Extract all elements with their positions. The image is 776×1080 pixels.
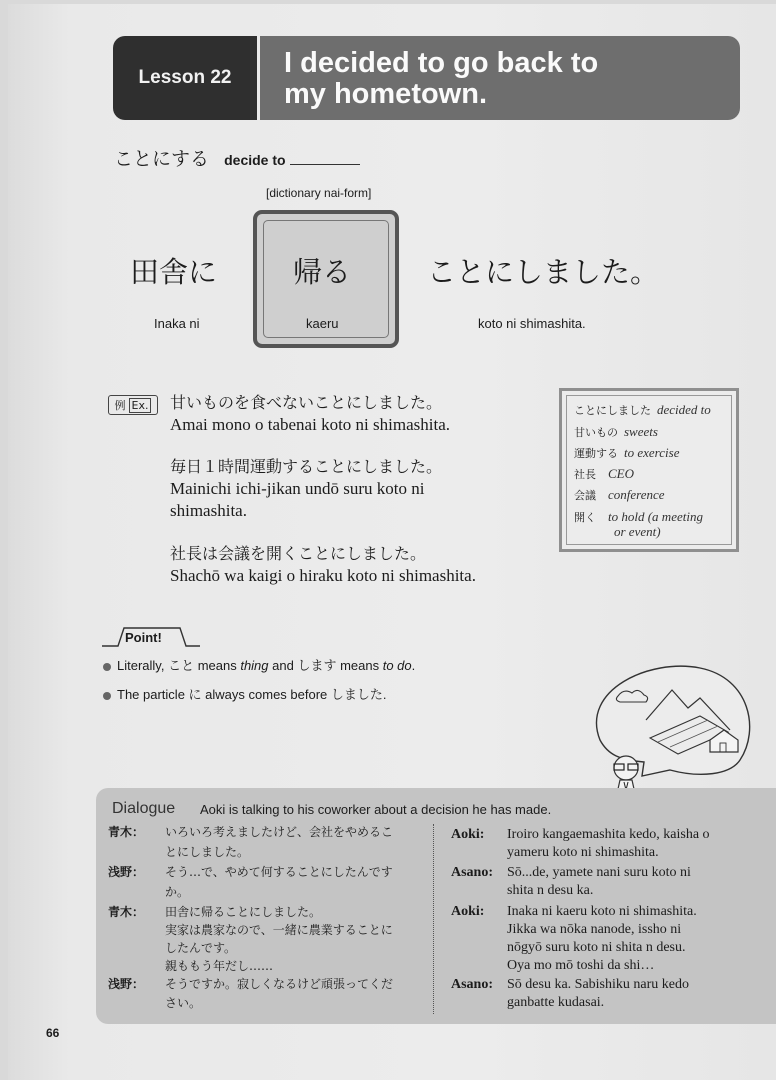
dialogue-en-line: Inaka ni kaeru koto ni shimashita. [507, 904, 697, 919]
answer-blank [290, 150, 360, 165]
dialogue-jp-speaker: 浅野： [108, 865, 145, 879]
dialogue-jp-line: さい。 [165, 996, 202, 1010]
dialogue-jp-line: か。 [165, 885, 190, 899]
page-number: 66 [46, 1026, 60, 1040]
dialogue-divider [433, 824, 434, 1014]
vocab-item: ことにしました decided to [574, 402, 711, 417]
point-bullet-1: Literally, こと means thing and します means to do. [103, 655, 415, 674]
vocab-item: 会議 conference [574, 487, 665, 502]
dialogue-jp-line: そう…で、やめて何することにしたんです [165, 865, 393, 879]
dialogue-jp-line: とにしました。 [165, 845, 250, 859]
dialogue-jp-speaker: 青木： [108, 825, 145, 839]
vocab-item: 開く to hold (a meeting [574, 509, 703, 524]
vocab-item-continued: or event) [614, 524, 661, 539]
example-2-romaji-line-2: shimashita. [170, 501, 247, 520]
example-2 [170, 456, 560, 522]
dialogue-jp-line: そうですか。寂しくなるけど頑張ってくだ [165, 977, 394, 991]
lesson-title-line-2: my hometown. [284, 78, 488, 110]
dialogue-jp-line: いろいろ考えましたけど、会社をやめるこ [165, 825, 394, 839]
dialogue-intro: Aoki is talking to his coworker about a decision he has made. [200, 802, 552, 817]
example-badge [108, 395, 158, 415]
dialogue-jp-speaker: 浅野： [108, 977, 145, 991]
dialogue-en-line: Sō...de, yamete nani suru koto ni [507, 865, 691, 880]
point-bullet-2: The particle に always comes before しました. [103, 684, 387, 703]
dialogue-en-line: yameru koto ni shimashita. [507, 845, 659, 860]
lesson-title-line-1: I decided to go back to [284, 47, 599, 79]
dialogue-en-line: Sō desu ka. Sabishiku naru kedo [507, 977, 689, 992]
dialogue-en-line: Jikka wa nōka nanode, issho ni [507, 922, 682, 937]
pattern-verb-romaji: kaeru [306, 316, 339, 331]
example-2-romaji-line-1: Mainichi ichi-jikan undō suru koto ni [170, 479, 425, 498]
dialogue-en-line: nōgyō suru koto ni shita n desu. [507, 940, 686, 955]
pattern-part-1-jp: 田舎に [130, 255, 218, 289]
dialogue-en-speaker: Asano: [451, 977, 494, 992]
bullet-icon [103, 663, 111, 671]
example-1 [170, 392, 560, 436]
dialogue-label: Dialogue [112, 800, 176, 817]
lesson-header [113, 36, 740, 120]
grammar-en: decide to [224, 152, 286, 168]
example-badge-en: Ex. [129, 398, 152, 413]
dialogue-jp-speaker: 青木： [108, 905, 145, 919]
pattern-part-1-romaji: Inaka ni [154, 316, 200, 331]
point-label: Point! [125, 630, 162, 645]
dialogue-en-speaker: Asano: [451, 865, 494, 880]
example-3-jp: 社長は会議を開くことにしました。 [170, 544, 427, 563]
dialogue-en-speaker: Aoki: [451, 827, 485, 842]
example-2-jp: 毎日１時間運動することにしました。 [170, 457, 443, 476]
example-3-romaji: Shachō wa kaigi o hiraku koto ni shimashita. [170, 566, 476, 585]
lesson-number-tab: Lesson 22 [113, 36, 257, 120]
dialogue-en-line: ganbatte kudasai. [507, 995, 605, 1010]
dialogue-en-line: Iroiro kangaemashita kedo, kaisha o [507, 827, 710, 842]
vocab-item: 運動する to exercise [574, 445, 680, 460]
example-3 [170, 543, 570, 587]
grammar-heading [114, 144, 360, 171]
vocab-item: 甘いもの sweets [574, 424, 658, 439]
bullet-icon [103, 692, 111, 700]
pattern-part-3-romaji: koto ni shimashita. [478, 316, 586, 331]
form-label: [dictionary nai-form] [266, 186, 372, 200]
vocabulary-box [559, 388, 739, 552]
example-badge-jp: 例 [114, 399, 126, 412]
example-1-romaji: Amai mono o tabenai koto ni shimashita. [170, 415, 450, 434]
lesson-title [260, 36, 740, 120]
dialogue-en-line: shita n desu ka. [507, 883, 594, 898]
dialogue-jp-line: 田舎に帰ることにしました。 [165, 905, 322, 919]
dialogue-en-speaker: Aoki: [451, 904, 485, 919]
dialogue-jp-line: 親ももう年だし…… [165, 959, 274, 973]
example-1-jp: 甘いものを食べないことにしました。 [170, 393, 443, 412]
dialogue-jp-line: したんです。 [165, 941, 237, 955]
grammar-jp: ことにする [114, 148, 210, 170]
vocab-item: 社長 CEO [574, 466, 634, 481]
dialogue-jp-line: 実家は農家なので、一緒に農業することに [165, 923, 393, 937]
dialogue-en-line: Oya mo mō toshi da shi… [507, 958, 655, 973]
pattern-verb-jp: 帰る [293, 255, 352, 289]
pattern-part-3-jp: ことにしました。 [427, 255, 660, 289]
